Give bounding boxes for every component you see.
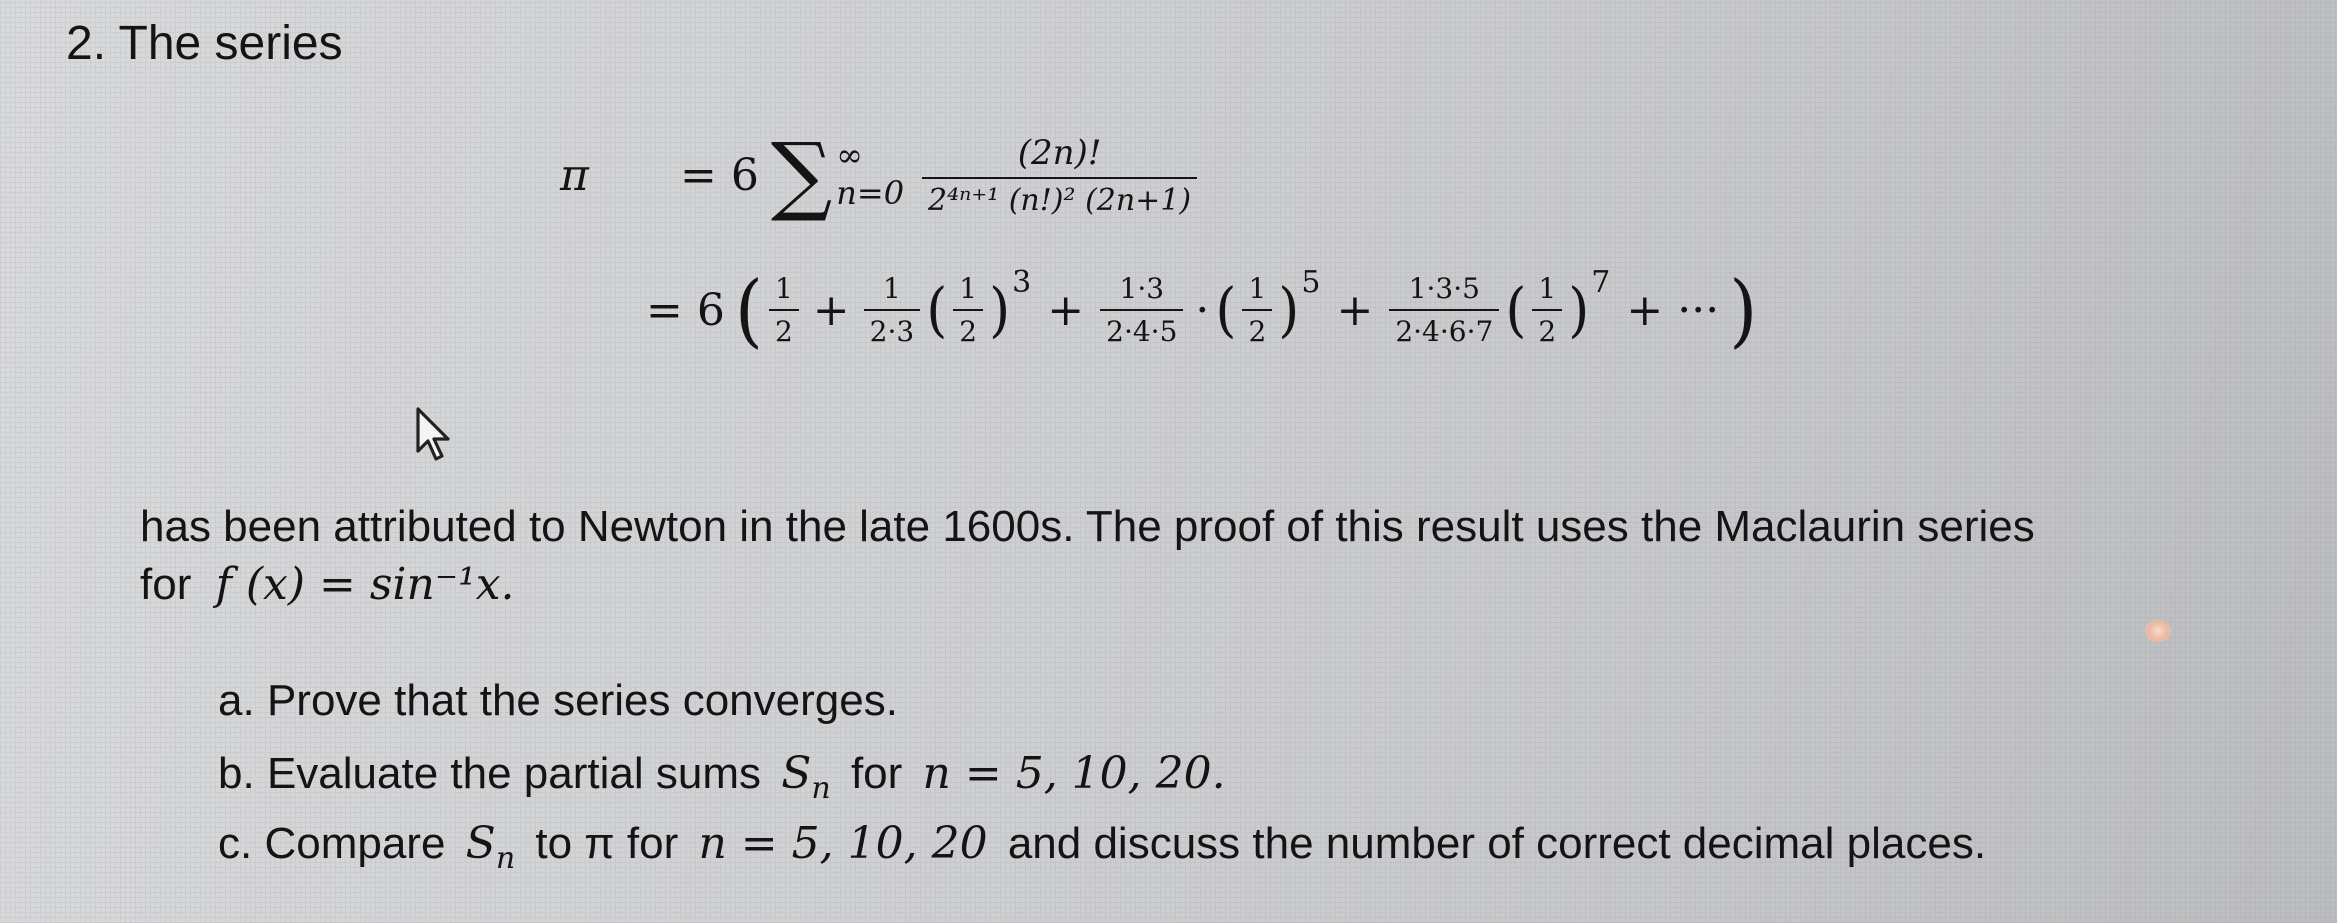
partial-sum-symbol-c xyxy=(465,818,516,876)
equals-six: = 6 xyxy=(646,284,725,336)
term3-num: 1·3 xyxy=(1119,272,1165,305)
plus-1: + xyxy=(812,284,850,336)
half-open-2: ( xyxy=(1215,274,1237,345)
sigma-symbol: ∑ xyxy=(770,125,833,225)
part-a xyxy=(218,676,898,726)
term4-den: 2·4·6·7 xyxy=(1389,309,1499,348)
term1-num: 1 xyxy=(774,272,793,305)
half-fraction-2 xyxy=(1242,272,1272,348)
part-c-values: n = 5, 10, 20 xyxy=(698,818,988,869)
half-num-2: 1 xyxy=(1248,272,1267,305)
exponent-7: 7 xyxy=(1591,264,1611,300)
sum-sub-c: n xyxy=(495,840,516,876)
part-b-label: b. xyxy=(218,749,255,798)
half-fraction-1 xyxy=(953,272,983,348)
close-paren: ) xyxy=(1729,263,1758,357)
part-b-for: for xyxy=(850,749,903,798)
sum-upper-limit: ∞ xyxy=(836,136,863,175)
half-num-1: 1 xyxy=(959,272,978,305)
term1-den: 2 xyxy=(769,309,799,348)
open-paren: ( xyxy=(734,263,763,357)
part-c-label: c. xyxy=(218,819,253,868)
half-open-1: ( xyxy=(926,274,948,345)
part-b xyxy=(218,748,1226,806)
term1-fraction xyxy=(769,272,799,348)
description-line-2 xyxy=(140,556,2220,614)
plus-3: + xyxy=(1336,284,1374,336)
part-a-label: a. xyxy=(218,676,255,725)
half-close-1: ) xyxy=(989,274,1011,345)
pink-dot-icon xyxy=(2145,620,2171,642)
exponent-3: 3 xyxy=(1012,264,1032,300)
half-num-3: 1 xyxy=(1538,272,1557,305)
part-b-text: Evaluate the partial sums xyxy=(266,749,761,798)
function-definition: f (x) = sin⁻¹x. xyxy=(215,559,515,610)
ellipsis-term: + ··· xyxy=(1626,284,1720,336)
term-numerator: (2n)! xyxy=(1017,132,1102,173)
exponent-5: 5 xyxy=(1301,264,1321,300)
mouse-cursor-icon xyxy=(414,407,458,463)
description-paragraph xyxy=(140,498,2220,614)
term2-fraction xyxy=(864,272,921,348)
equation-lhs: π xyxy=(560,149,589,201)
equation-row-2 xyxy=(646,263,1758,357)
series-term-fraction xyxy=(922,133,1197,218)
half-fraction-3 xyxy=(1532,272,1562,348)
plus-2: + xyxy=(1047,284,1085,336)
term3-fraction xyxy=(1100,272,1183,348)
half-close-2: ) xyxy=(1278,274,1300,345)
term2-den: 2·3 xyxy=(864,309,921,348)
cdot: · xyxy=(1195,284,1210,336)
half-open-3: ( xyxy=(1505,274,1527,345)
sum-limits xyxy=(836,136,905,212)
problem-heading: 2. The series xyxy=(66,17,343,70)
half-den-3: 2 xyxy=(1532,309,1562,348)
half-den-1: 2 xyxy=(953,309,983,348)
half-close-3: ) xyxy=(1568,274,1590,345)
sum-var: S xyxy=(781,748,812,799)
sum-sub: n xyxy=(811,770,831,806)
part-a-text: Prove that the series converges. xyxy=(266,676,898,725)
part-c-tail: and discuss the number of correct decimal places. xyxy=(1007,819,1987,868)
partial-sum-symbol xyxy=(781,748,831,806)
sum-var-c: S xyxy=(465,818,496,869)
description-line-1: has been attributed to Newton in the late 1600s. The proof of this result uses the Maclaurin series xyxy=(140,502,2035,551)
term4-num: 1·3·5 xyxy=(1408,272,1480,305)
term2-num: 1 xyxy=(883,272,901,305)
part-c xyxy=(218,818,1986,876)
sum-lower-limit: n=0 xyxy=(836,174,905,212)
part-c-mid: to π for xyxy=(535,819,679,868)
part-b-values: n = 5, 10, 20. xyxy=(922,748,1226,799)
term-denominator: 2⁴ⁿ⁺¹ (n!)² (2n+1) xyxy=(922,177,1197,218)
half-den-2: 2 xyxy=(1242,309,1272,348)
term4-fraction xyxy=(1389,272,1499,348)
equation-row-1 xyxy=(560,125,1203,225)
term3-den: 2·4·5 xyxy=(1100,309,1183,348)
equals-six: = 6 xyxy=(680,149,759,201)
part-c-text: Compare xyxy=(264,819,446,868)
description-for: for xyxy=(140,560,192,609)
